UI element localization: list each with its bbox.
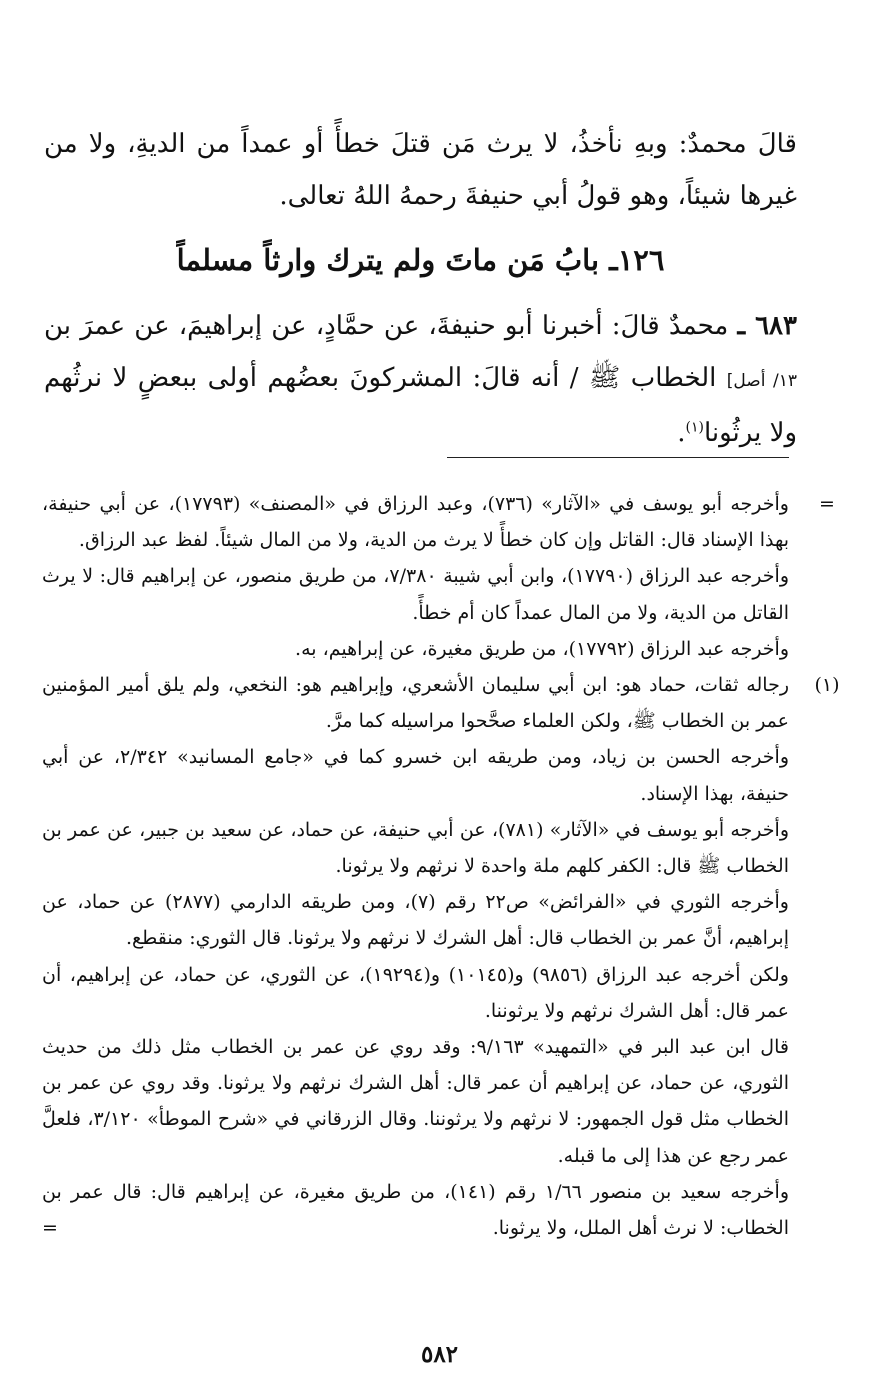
- footnote-paragraph: قال ابن عبد البر في «التمهيد» ٩/١٦٣: وقد روي عن عمر بن الخطاب مثل ذلك من حديث الثوري، عن حماد، عن إبراهيم أن عمر قال: أهل الشرك نرثهم ولا يرثونا. وقد روي عن عمر بن الخطاب مثل قول الجمهور: لا نرثهم ولا يرثوننا. وقال الزرقاني في «شرح الموطأ» ٣/١٢٠، فلعلَّ عمر رجع عن هذا إلى ما قبله.: [42, 1036, 789, 1167]
- footnote-paragraph: وأخرجه سعيد بن منصور ١/٦٦ رقم (١٤١)، من طريق مغيرة، عن إبراهيم قال: قال عمر بن الخطاب: لا نرث أهل الملل، ولا يرثونا.: [42, 1180, 789, 1240]
- hadith-end: .: [677, 418, 686, 448]
- footnote-paragraph: وأخرجه عبد الرزاق (١٧٧٩٢)، من طريق مغيرة، عن إبراهيم، به.: [295, 637, 789, 660]
- continues-marker: =: [42, 1217, 58, 1240]
- footnote-continuation: [42, 486, 835, 667]
- chapter-title: ١٢٦ـ بابُ مَن ماتَ ولم يترك وارثاً مسلماً: [176, 243, 665, 277]
- footnote-paragraph: رجاله ثقات، حماد هو: ابن أبي سليمان الأشعري، وإبراهيم هو: النخعي، ولم يلق أمير المؤمنين عمر بن الخطاب ﷺ، ولكن العلماء صحَّحوا مراسيله كما مرَّ.: [42, 674, 789, 733]
- footnote-1: [42, 667, 840, 1246]
- footnote-reference[interactable]: (١): [685, 419, 704, 436]
- continuation-marker: =: [819, 493, 835, 515]
- footnote-paragraph: وأخرجه أبو يوسف في «الآثار» (٧٣٦)، وعبد الرزاق في «المصنف» (١٧٧٩٣)، عن أبي حنيفة، بهذا الإسناد قال: القاتل وإن كان خطأً لا يرث من الدية، ولا من المال شيئاً. لفظ عبد الرزاق.: [42, 493, 789, 552]
- hadith-paragraph: [44, 300, 797, 459]
- hadith-text-1: محمدٌ قالَ: أخبرنا أبو حنيفةَ، عن حمَّادٍ، عن إبراهيمَ، عن عمرَ بن: [44, 311, 729, 341]
- hadith-text-2: الخطاب ﷺ / أنه قالَ: المشركونَ بعضُهم أولى ببعضٍ لا نرثُهم ولا يرثُونا: [44, 363, 797, 448]
- footnotes-section: [42, 486, 840, 1246]
- footnote-paragraph: وأخرجه الثوري في «الفرائض» ص٢٢ رقم (٧)، ومن طريقه الدارمي (٢٨٧٧) عن حماد، عن إبراهيم، أنَّ عمر بن الخطاب قال: أهل الشرك لا نرثهم ولا يرثونا. قال الثوري: منقطع.: [42, 891, 789, 950]
- page-number: ٥٨٢: [420, 1341, 459, 1368]
- footnote-paragraph: وأخرجه الحسن بن زياد، ومن طريقه ابن خسرو كما في «جامع المسانيد» ٢/٣٤٢، عن أبي حنيفة، بهذا الإسناد.: [42, 746, 789, 805]
- main-text: [44, 118, 797, 459]
- margin-reference: ١٣/ أصل]: [726, 371, 798, 391]
- footnote-paragraph: وأخرجه عبد الرزاق (١٧٧٩٠)، وابن أبي شيبة ٧/٣٨٠، من طريق منصور، عن إبراهيم قال: لا يرث القاتل من الدية، ولا من المال عمداً كان أم خطأً.: [42, 565, 789, 624]
- footnote-divider: [447, 457, 789, 458]
- footnote-paragraph: ولكن أخرجه عبد الرزاق (٩٨٥٦) و(١٠١٤٥) و(١٩٢٩٤)، عن الثوري، عن حماد، عن إبراهيم، أن عمر قال: أهل الشرك نرثهم ولا يرثوننا.: [42, 963, 789, 1022]
- commentary-paragraph: قالَ محمدٌ: وبهِ نأخذُ، لا يرث مَن قتلَ خطأً أو عمداً من الديةِ، ولا من غيرها شيئاً، وهو قولُ أبي حنيفةَ رحمهُ اللهُ تعالى.: [44, 129, 797, 211]
- footnote-paragraph: وأخرجه أبو يوسف في «الآثار» (٧٨١)، عن أبي حنيفة، عن حماد، عن سعيد بن جبير، عن عمر بن الخطاب ﷺ قال: الكفر كلهم ملة واحدة لا نرثهم ولا يرثونا.: [42, 818, 789, 878]
- footnote-1-marker: (١): [814, 674, 840, 697]
- hadith-number: ٦٨٣ ـ: [737, 311, 797, 341]
